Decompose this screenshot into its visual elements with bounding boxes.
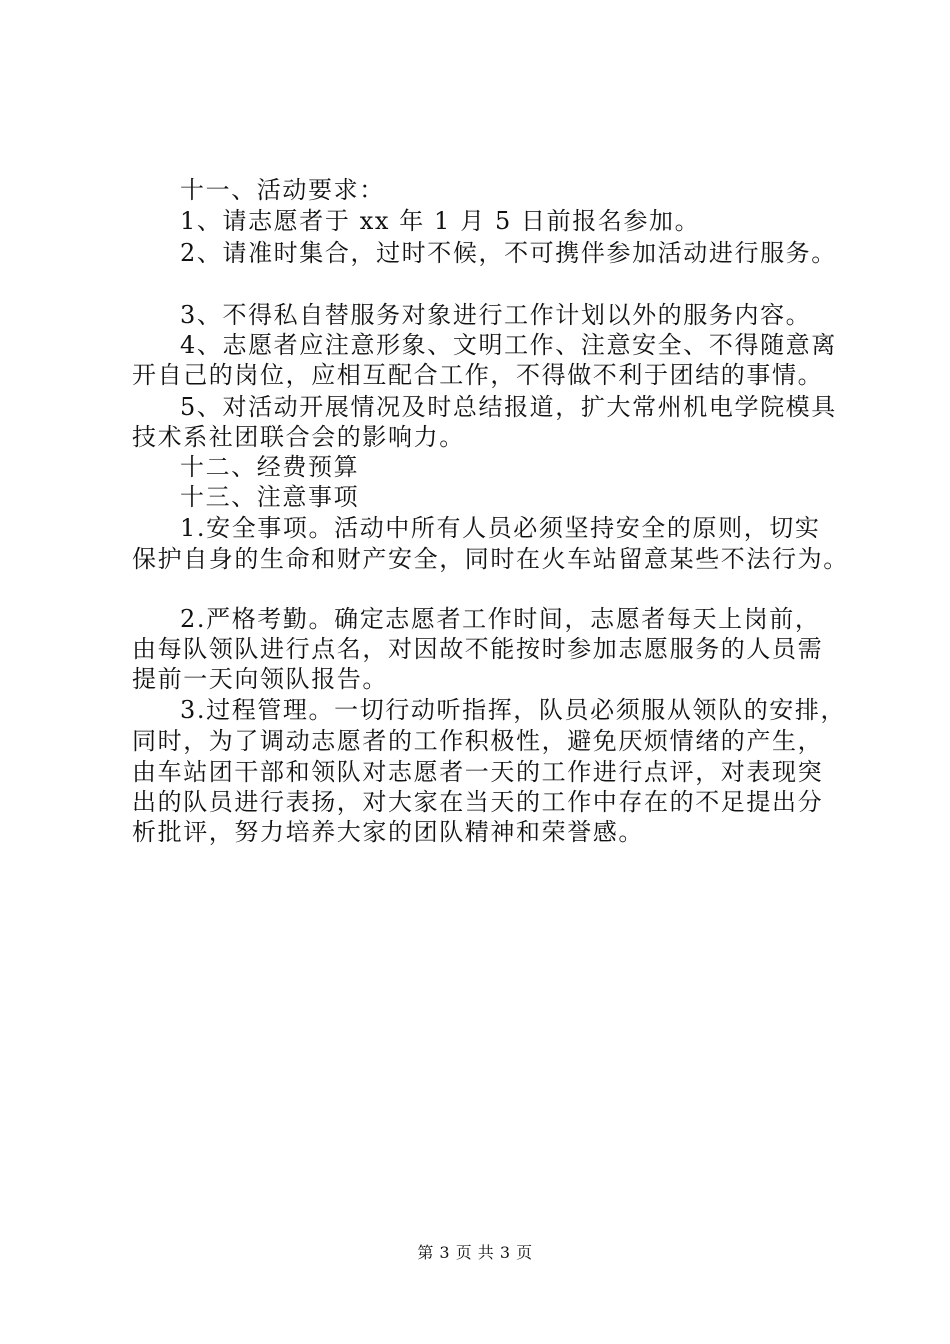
note-item-3-continued-d: 析批评，努力培养大家的团队精神和荣誉感。 — [132, 818, 644, 846]
note-item-1: 1.安全事项。活动中所有人员必须坚持安全的原则，切实 — [180, 514, 821, 542]
requirement-item-5-continued: 技术系社团联合会的影响力。 — [132, 423, 465, 451]
requirement-item-5: 5、对活动开展情况及时总结报道，扩大常州机电学院模具 — [180, 393, 837, 421]
note-item-3-continued-a: 同时，为了调动志愿者的工作积极性，避免厌烦情绪的产生， — [132, 727, 824, 755]
note-item-3: 3.过程管理。一切行动听指挥，队员必须服从领队的安排， — [180, 696, 847, 724]
requirement-item-1: 1、请志愿者于 xx 年 1 月 5 日前报名参加。 — [180, 207, 701, 235]
note-item-3-continued-b: 由车站团干部和领队对志愿者一天的工作进行点评，对表现突 — [132, 758, 824, 786]
requirement-item-2: 2、请准时集合，过时不候，不可携伴参加活动进行服务。 — [180, 239, 837, 267]
requirement-item-4-continued: 开自己的岗位，应相互配合工作，不得做不利于团结的事情。 — [132, 361, 824, 389]
requirement-item-3: 3、不得私自替服务对象进行工作计划以外的服务内容。 — [180, 301, 812, 329]
note-item-2-continued-a: 由每队领队进行点名，对因故不能按时参加志愿服务的人员需 — [132, 635, 824, 663]
page-footer: 第 3 页 共 3 页 — [417, 1243, 533, 1262]
requirement-item-4: 4、志愿者应注意形象、文明工作、注意安全、不得随意离 — [180, 331, 837, 359]
note-item-3-continued-c: 出的队员进行表扬，对大家在当天的工作中存在的不足提出分 — [132, 788, 824, 816]
note-item-2-continued-b: 提前一天向领队报告。 — [132, 665, 388, 693]
note-item-2: 2.严格考勤。确定志愿者工作时间，志愿者每天上岗前， — [180, 605, 821, 633]
section-heading-budget: 十二、经费预算 — [180, 453, 360, 481]
section-heading-requirements: 十一、活动要求： — [180, 176, 385, 204]
section-heading-notes: 十三、注意事项 — [180, 483, 360, 511]
note-item-1-continued: 保护自身的生命和财产安全，同时在火车站留意某些不法行为。 — [132, 545, 849, 573]
